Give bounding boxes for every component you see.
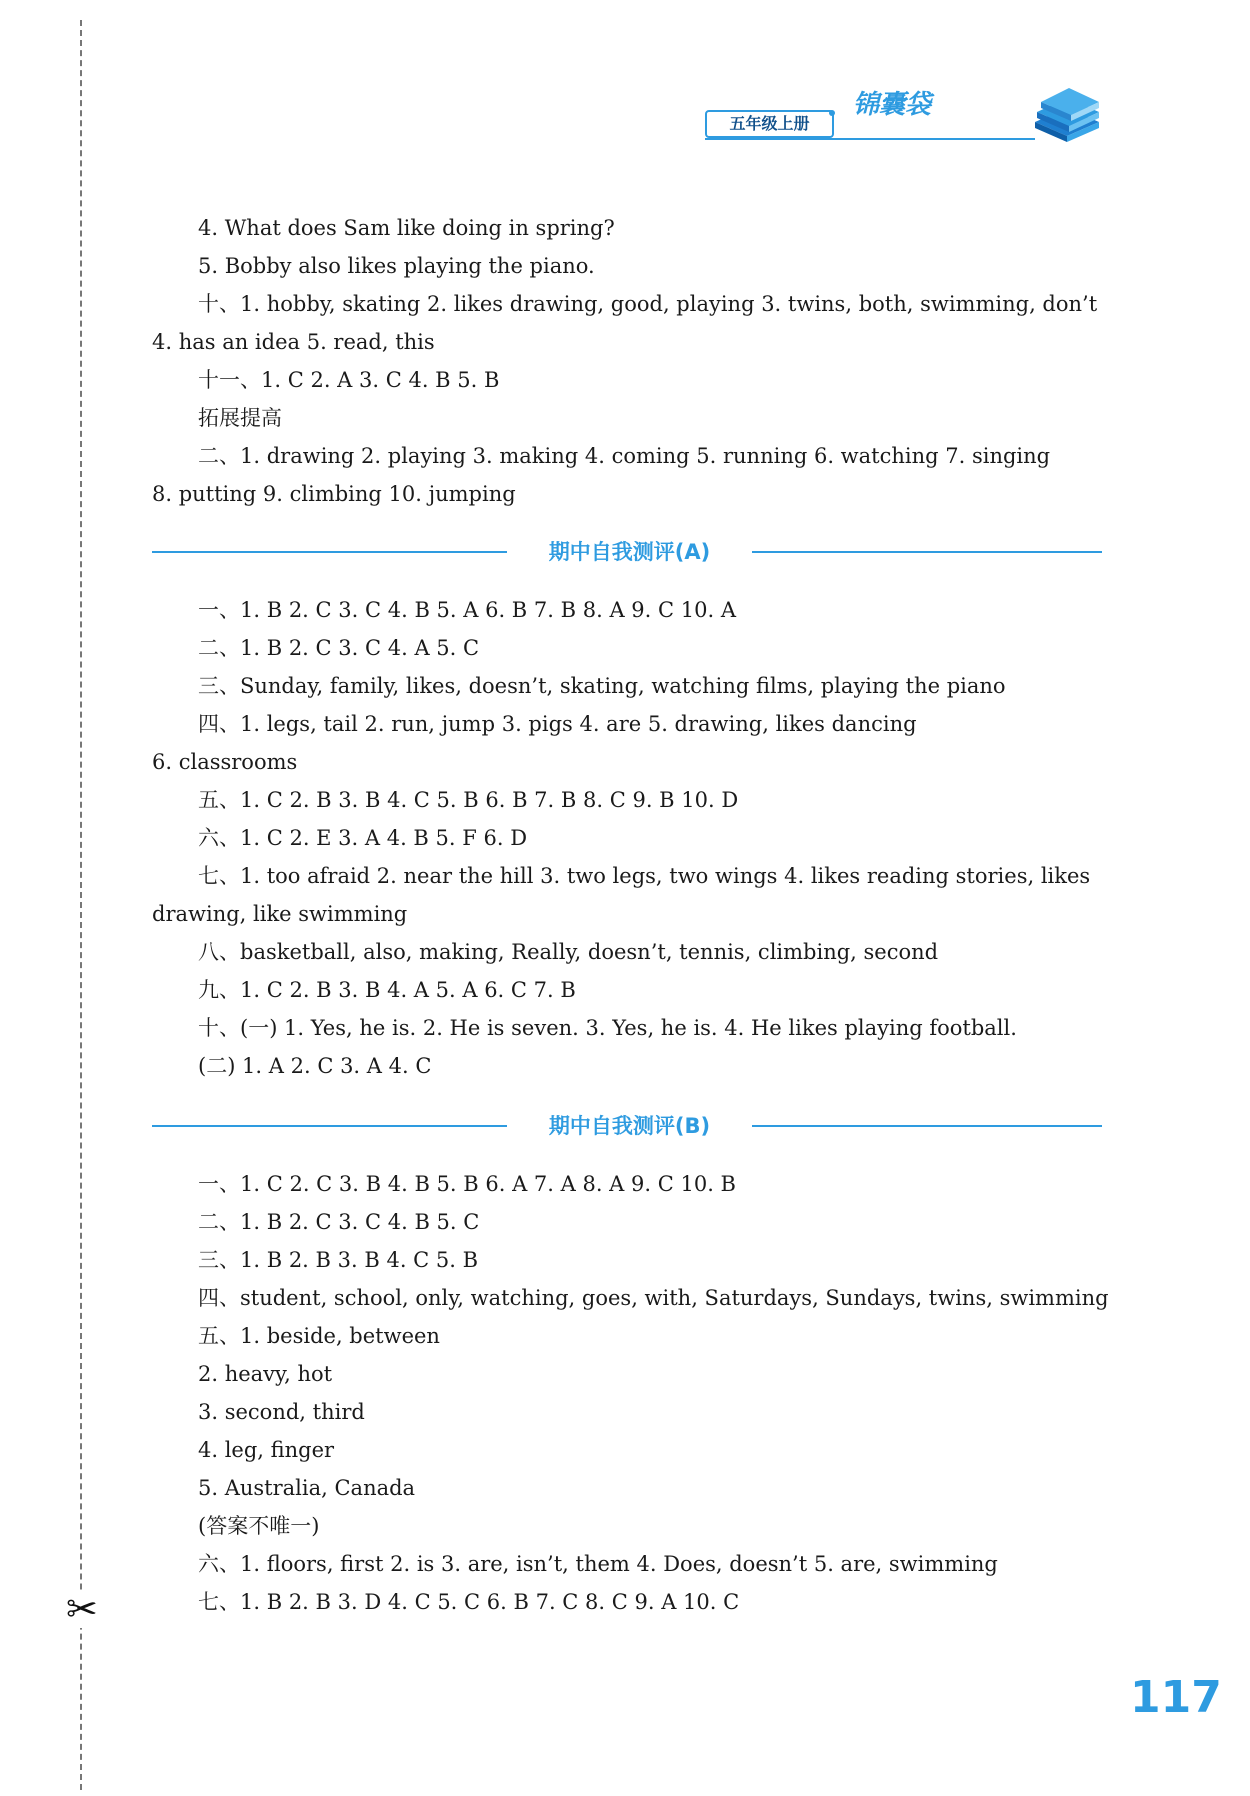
section-rule-left — [152, 551, 507, 553]
answer-line: 二、1. B 2. C 3. C 4. B 5. C — [198, 1210, 480, 1234]
answer-line: 八、basketball, also, making, Really, doesn’t, tennis, climbing, second — [198, 940, 939, 964]
answer-line: drawing, like swimming — [152, 902, 408, 926]
section-header-b — [152, 1111, 1102, 1141]
section-title: 期中自我测评(B) — [548, 1114, 711, 1138]
answer-line: 5. Australia, Canada — [198, 1476, 416, 1500]
section-rule-right — [752, 1125, 1102, 1127]
answer-line: 四、student, school, only, watching, goes, with, Saturdays, Sundays, twins, swimming — [198, 1286, 1109, 1310]
section-rule-right — [752, 551, 1102, 553]
answer-line: 4. leg, finger — [198, 1438, 335, 1462]
answer-line: 十一、1. C 2. A 3. C 4. B 5. B — [198, 368, 500, 392]
answer-line: 六、1. floors, first 2. is 3. are, isn’t, them 4. Does, doesn’t 5. are, swimming — [198, 1552, 998, 1576]
answer-line: 四、1. legs, tail 2. run, jump 3. pigs 4. are 5. drawing, likes dancing — [198, 712, 917, 736]
answer-line: 二、1. B 2. C 3. C 4. A 5. C — [198, 636, 480, 660]
answer-line: 拓展提高 — [198, 406, 282, 430]
answer-line: (二) 1. A 2. C 3. A 4. C — [198, 1054, 432, 1078]
header-rule — [705, 138, 1035, 140]
answer-line: 3. second, third — [198, 1400, 365, 1424]
answer-line: 一、1. C 2. C 3. B 4. B 5. B 6. A 7. A 8. A 9. C 10. B — [198, 1172, 736, 1196]
grade-label: 五年级上册 — [705, 110, 834, 138]
answer-line: 8. putting 9. climbing 10. jumping — [152, 482, 516, 506]
page-header — [705, 84, 1105, 154]
header-title: 锦囊袋 — [853, 90, 932, 120]
answer-line: 5. Bobby also likes playing the piano. — [198, 254, 595, 278]
answer-line: 七、1. too afraid 2. near the hill 3. two legs, two wings 4. likes reading stories, likes — [198, 864, 1091, 888]
section-header-a — [152, 537, 1102, 567]
section-rule-left — [152, 1125, 507, 1127]
answer-line: 一、1. B 2. C 3. C 4. B 5. A 6. B 7. B 8. A 9. C 10. A — [198, 598, 736, 622]
answer-line: 4. What does Sam like doing in spring? — [198, 216, 615, 240]
header-dot — [829, 110, 835, 116]
answer-line: 五、1. beside, between — [198, 1324, 440, 1348]
answer-line: 三、1. B 2. B 3. B 4. C 5. B — [198, 1248, 479, 1272]
books-icon — [1027, 84, 1105, 144]
answer-line: 六、1. C 2. E 3. A 4. B 5. F 6. D — [198, 826, 528, 850]
cut-line — [80, 20, 82, 1790]
answer-line: 九、1. C 2. B 3. B 4. A 5. A 6. C 7. B — [198, 978, 576, 1002]
answer-line: 2. heavy, hot — [198, 1362, 333, 1386]
answer-line: 十、(一) 1. Yes, he is. 2. He is seven. 3. Yes, he is. 4. He likes playing football. — [198, 1016, 1017, 1040]
answer-line: 6. classrooms — [152, 750, 298, 774]
answer-line: 4. has an idea 5. read, this — [152, 330, 435, 354]
answer-line: 七、1. B 2. B 3. D 4. C 5. C 6. B 7. C 8. C 9. A 10. C — [198, 1590, 740, 1614]
answer-line: 二、1. drawing 2. playing 3. making 4. coming 5. running 6. watching 7. singing — [198, 444, 1051, 468]
section-title: 期中自我测评(A) — [548, 540, 711, 564]
answer-line: 五、1. C 2. B 3. B 4. C 5. B 6. B 7. B 8. C 9. B 10. D — [198, 788, 739, 812]
answer-line: (答案不唯一) — [198, 1514, 320, 1538]
scissors-icon: ✂ — [66, 1587, 98, 1631]
answer-line: 三、Sunday, family, likes, doesn’t, skating, watching films, playing the piano — [198, 674, 1006, 698]
page-number: 117 — [1130, 1672, 1222, 1723]
answer-line: 十、1. hobby, skating 2. likes drawing, good, playing 3. twins, both, swimming, don’t — [198, 292, 1098, 316]
